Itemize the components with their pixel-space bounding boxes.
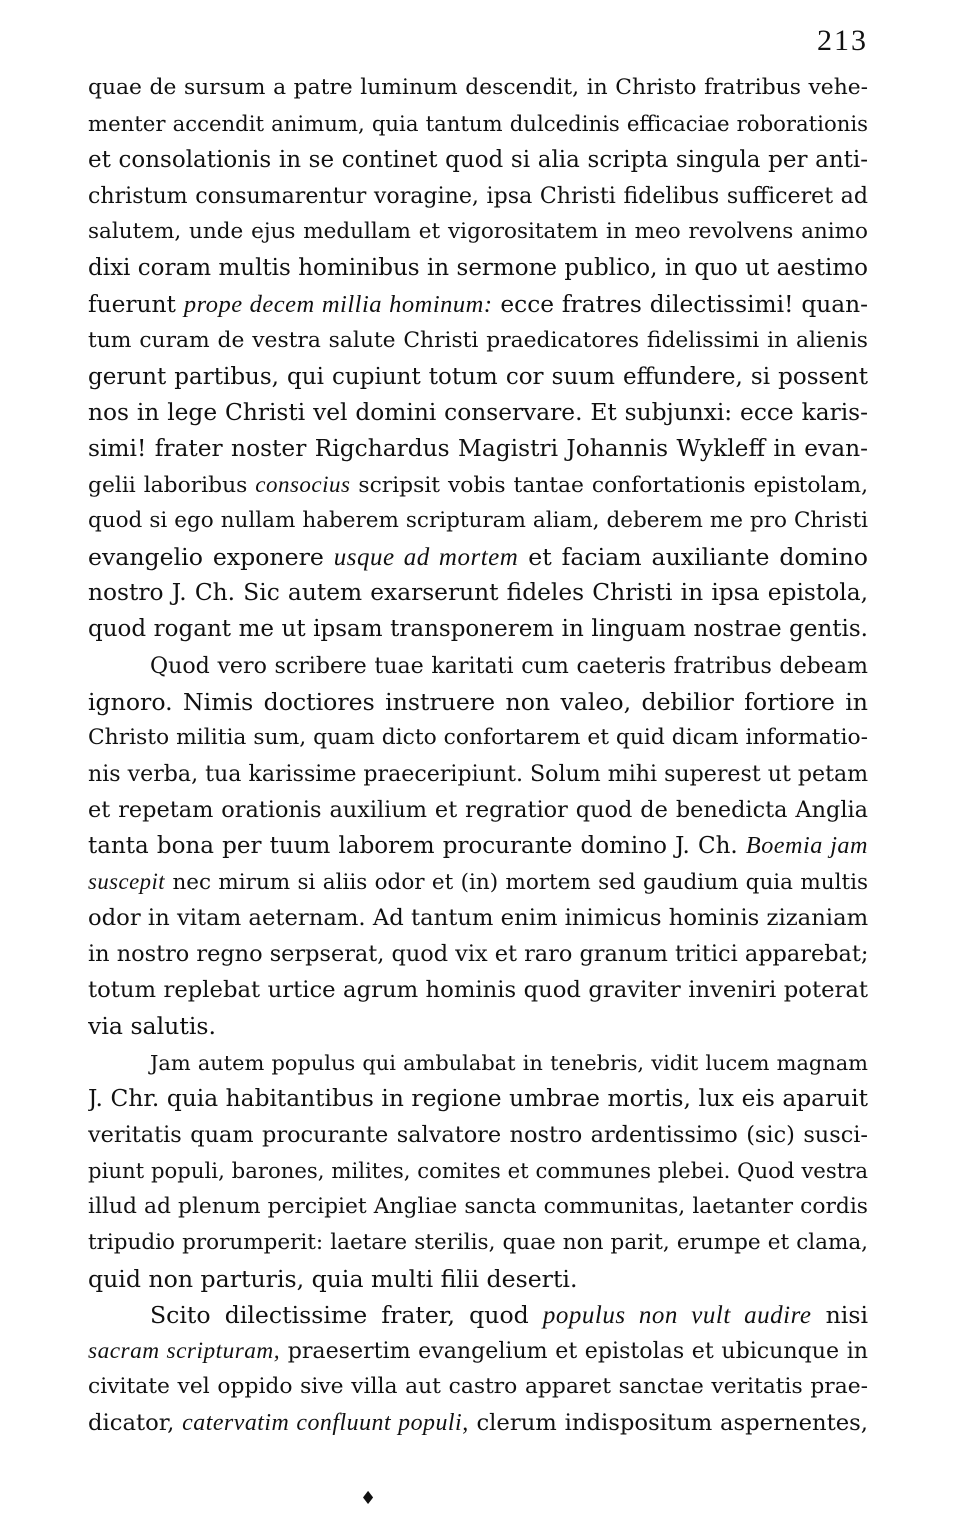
- text-line: [88, 1297, 868, 1333]
- text-run: Jam autem populus qui ambulabat in tenebris, vidit lucem magnam: [150, 1050, 868, 1075]
- text-line: [88, 1081, 868, 1117]
- text-line: [88, 1045, 868, 1081]
- text-run: illud ad plenum percipiet Angliae sancta communitas, laetanter cordis: [88, 1193, 868, 1219]
- text-run: et consolationis in se continet quod si alia scripta singula per anti-: [88, 147, 868, 174]
- text-line: [88, 106, 868, 142]
- text-run: odor in vitam aeternam. Ad tantum enim inimicus hominis zizaniam: [88, 905, 868, 932]
- text-run: veritatis quam procurante salvatore nostro ardentissimo (sic) susci-: [88, 1121, 868, 1148]
- italic-phrase: sacram scripturam,: [88, 1338, 281, 1365]
- text-line: [88, 648, 868, 684]
- text-line: [88, 1153, 868, 1189]
- text-run: nisi: [811, 1301, 868, 1330]
- text-run: fuerunt: [88, 290, 184, 318]
- text-run: ecce fratres dilectissimi! quan-: [492, 290, 868, 318]
- text-run: tanta bona per tuum laborem procurante domino J. Ch.: [88, 832, 746, 859]
- text-run: salutem, unde ejus medullam et vigorositatem in meo revolvens animo: [88, 219, 868, 245]
- text-line: [88, 214, 868, 250]
- text-line: [88, 1008, 868, 1044]
- text-run: quae de sursum a patre luminum descendit, in Christo fratribus vehe-: [88, 75, 868, 100]
- text-line: [88, 503, 868, 539]
- text-run: tripudio prorumperit: laetare sterilis, quae non parit, erumpe et clama,: [88, 1230, 868, 1255]
- text-line: [88, 1117, 868, 1153]
- text-line: [88, 395, 868, 431]
- text-run: civitate vel oppido sive villa aut castro apparet sanctae veritatis prae-: [88, 1374, 868, 1400]
- text-run: evangelio exponere: [88, 543, 334, 572]
- text-line: [88, 828, 868, 864]
- italic-phrase: catervatim confluunt populi,: [182, 1410, 469, 1437]
- text-run: et faciam auxiliante domino: [518, 543, 868, 572]
- text-line: [88, 178, 868, 214]
- text-run: praesertim evangelium et epistolas et ubicunque in: [280, 1338, 868, 1365]
- text-line: [88, 792, 868, 828]
- text-line: [88, 1225, 868, 1261]
- text-line: [88, 1369, 868, 1405]
- text-run: nec mirum si aliis odor et (in) mortem sed gaudium quia multis: [165, 870, 868, 896]
- text-line: [88, 467, 868, 503]
- text-line: [88, 287, 868, 323]
- text-run: nostro J. Ch. Sic autem exarserunt fideles Christi in ipsa epistola,: [88, 579, 868, 607]
- text-line: [88, 431, 868, 467]
- text-run: nis verba, tua karissime praeceripiunt. Solum mihi superest ut petam: [88, 760, 868, 787]
- text-line: [88, 1261, 868, 1297]
- text-line: [88, 900, 868, 936]
- text-line: [88, 359, 868, 395]
- text-run: menter accendit animum, quia tantum dulcedinis efficaciae roborationis: [88, 111, 868, 137]
- text-run: piunt populi, barones, milites, comites et communes plebei. Quod vestra: [88, 1157, 868, 1183]
- text-run: in nostro regno serpserat, quod vix et raro granum tritici apparebat;: [88, 941, 868, 968]
- text-line: [88, 1405, 868, 1441]
- text-line: [88, 323, 868, 359]
- text-run: quod rogant me ut ipsam transponerem in linguam nostrae gentis.: [88, 616, 868, 643]
- text-run: clerum indispositum aspernentes,: [468, 1410, 868, 1437]
- text-line: [88, 70, 868, 106]
- text-line: [88, 575, 868, 611]
- text-line: [88, 684, 868, 720]
- text-line: [88, 972, 868, 1008]
- text-run: quod si ego nullam haberem scripturam aliam, deberem me pro Christi: [88, 508, 868, 534]
- text-run: Christo militia sum, quam dicto confortarem et quid dicam informatio-: [88, 724, 868, 750]
- text-line: [88, 756, 868, 792]
- italic-phrase: populus non vult audire: [542, 1302, 812, 1330]
- text-run: J. Chr. quia habitantibus in regione umbrae mortis, lux eis aparuit: [88, 1084, 868, 1112]
- italic-phrase: Boemia jam: [745, 831, 868, 859]
- italic-phrase: consocius: [255, 472, 351, 498]
- text-line: [88, 720, 868, 756]
- text-line: [88, 864, 868, 900]
- text-run: ignoro. Nimis doctiores instruere non valeo, debilior fortiore in: [88, 687, 868, 716]
- text-run: et repetam orationis auxilium et regratior quod de benedicta Anglia: [88, 796, 868, 823]
- text-run: christum consumarentur voragine, ipsa Christi fidelibus sufficeret ad: [88, 183, 868, 210]
- text-run: simi! frater noster Rigchardus Magistri Johannis Wykleff in evan-: [88, 434, 868, 462]
- text-line: [88, 936, 868, 972]
- text-line: [88, 1333, 868, 1369]
- printer-mark: ♦: [360, 1488, 377, 1509]
- text-line: [88, 1189, 868, 1225]
- text-run: quid non parturis, quia multi filii deserti.: [88, 1265, 578, 1294]
- text-run: tum curam de vestra salute Christi praedicatores fidelissimi in alienis: [88, 327, 868, 353]
- text-line: [88, 250, 868, 286]
- text-line: [88, 539, 868, 575]
- text-run: scripsit vobis tantae confortationis epistolam,: [350, 473, 868, 499]
- text-run: dicator,: [88, 1410, 183, 1437]
- page-number: 213: [817, 24, 868, 57]
- body-text: [88, 70, 868, 1442]
- italic-phrase: prope decem millia hominum:: [183, 290, 493, 318]
- italic-phrase: usque ad mortem: [333, 544, 519, 572]
- text-run: gerunt partibus, qui cupiunt totum cor suum effundere, si possent: [88, 363, 868, 390]
- text-run: Scito dilectissime frater, quod: [150, 1301, 543, 1330]
- text-run: via salutis.: [88, 1012, 216, 1041]
- text-line: [88, 611, 868, 647]
- text-run: Quod vero scribere tuae karitati cum caeteris fratribus debeam: [150, 652, 868, 679]
- text-run: nos in lege Christi vel domini conservare. Et subjunxi: ecce karis-: [88, 398, 868, 426]
- italic-phrase: suscepit: [88, 869, 166, 895]
- text-run: gelii laboribus: [88, 473, 256, 499]
- text-run: dixi coram multis hominibus in sermone publico, in quo ut aestimo: [88, 255, 868, 282]
- text-line: [88, 142, 868, 178]
- text-run: totum replebat urtice agrum hominis quod graviter inveniri poterat: [88, 977, 868, 1004]
